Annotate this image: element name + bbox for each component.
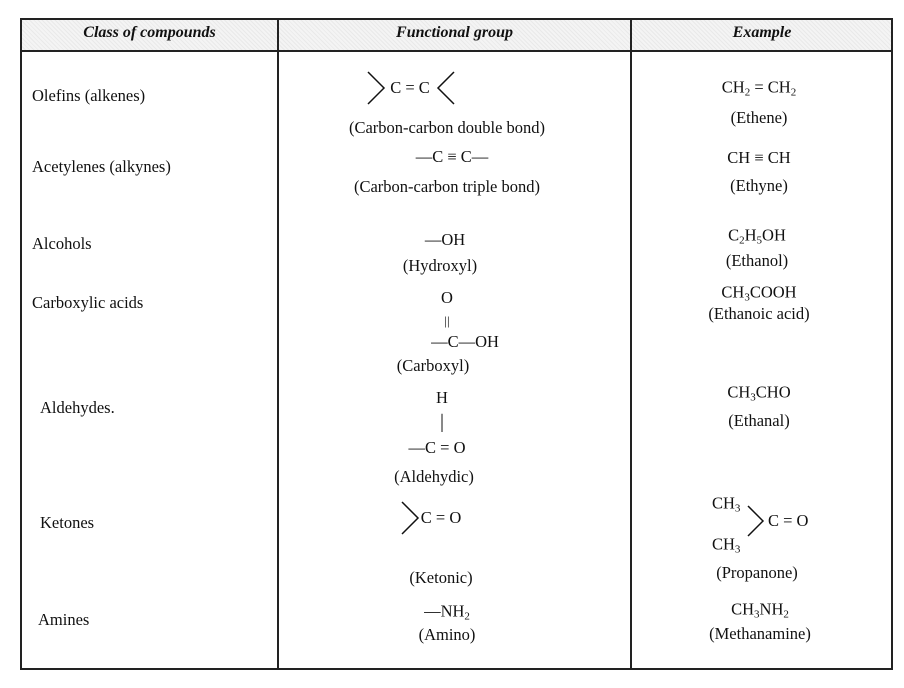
bond-chevron-icon bbox=[434, 72, 454, 104]
class-alcohols: Alcohols bbox=[32, 234, 92, 253]
formula-subscript: 2 bbox=[783, 608, 789, 621]
formula-subscript: 2 bbox=[464, 610, 470, 623]
example-name-propanone: (Propanone) bbox=[716, 563, 798, 582]
bond-chevron-icon bbox=[368, 72, 388, 104]
formula-part: CH bbox=[712, 493, 735, 513]
class-acetylenes: Acetylenes (alkynes) bbox=[32, 157, 171, 176]
group-name-ketonic: (Ketonic) bbox=[409, 568, 473, 587]
example-ethanal bbox=[727, 383, 790, 404]
example-name-ethanoic-acid: (Ethanoic acid) bbox=[708, 304, 810, 323]
group-name-olefins: (Carbon-carbon double bond) bbox=[348, 118, 546, 137]
example-propanone-mid: C = O bbox=[768, 511, 809, 530]
formula-part: = CH bbox=[750, 77, 791, 97]
group-acetylenes: —C ≡ C— bbox=[415, 147, 489, 166]
formula-part: COOH bbox=[749, 282, 797, 302]
formula-subscript: 3 bbox=[734, 502, 741, 515]
example-ethene bbox=[722, 78, 796, 99]
example-ethanoic-acid bbox=[721, 283, 796, 304]
formula-subscript: 3 bbox=[750, 391, 756, 404]
class-carboxylic-acids: Carboxylic acids bbox=[32, 293, 144, 312]
group-name-acetylenes: (Carbon-carbon triple bond) bbox=[353, 177, 541, 196]
formula-part: H bbox=[744, 225, 757, 245]
group-name-alcohols: (Hydroxyl) bbox=[402, 256, 478, 275]
group-alcohols: —OH bbox=[424, 230, 466, 249]
formula-part: CH bbox=[712, 534, 735, 554]
example-name-ethene: (Ethene) bbox=[730, 108, 788, 127]
bond-chevron-icon bbox=[748, 506, 766, 536]
group-aldehyde-line2: | bbox=[439, 410, 445, 433]
header-class: Class of compounds bbox=[83, 24, 216, 41]
class-ketones: Ketones bbox=[40, 513, 95, 532]
formula-part: CH bbox=[721, 77, 745, 97]
column-divider bbox=[277, 20, 279, 668]
example-propanone-top bbox=[712, 494, 740, 515]
example-propanone-bottom bbox=[712, 535, 740, 556]
group-aldehyde-line3: —C = O bbox=[408, 438, 466, 457]
formula-part: CH bbox=[731, 599, 755, 619]
formula-subscript: 3 bbox=[754, 608, 760, 621]
formula-subscript: 5 bbox=[756, 234, 763, 247]
group-ketones: C = O bbox=[420, 508, 462, 527]
formula-subscript: 2 bbox=[744, 86, 751, 99]
class-aldehydes: Aldehydes. bbox=[40, 398, 115, 417]
formula-part: —NH bbox=[424, 601, 465, 621]
column-divider bbox=[630, 20, 632, 668]
formula-subscript: 3 bbox=[734, 543, 741, 556]
example-name-methanamine: (Methanamine) bbox=[709, 624, 811, 643]
group-name-amino: (Amino) bbox=[418, 625, 476, 644]
formula-part: CHO bbox=[755, 382, 791, 402]
formula-part: CH bbox=[721, 282, 745, 302]
example-name-ethanol: (Ethanol) bbox=[725, 251, 789, 270]
group-carboxyl-line3: —C—OH bbox=[431, 332, 499, 351]
group-olefins: C = C bbox=[390, 78, 430, 97]
group-carboxyl-line1: O bbox=[441, 288, 453, 307]
formula-subscript: 2 bbox=[790, 86, 797, 99]
example-name-ethyne: (Ethyne) bbox=[730, 176, 788, 195]
formula-part: C bbox=[728, 225, 740, 245]
formula-part: NH bbox=[759, 599, 784, 619]
example-name-ethanal: (Ethanal) bbox=[728, 411, 790, 430]
group-aldehyde-line1: H bbox=[436, 388, 448, 407]
formula-subscript: 2 bbox=[739, 234, 745, 247]
example-ethanol bbox=[728, 226, 786, 247]
example-methanamine bbox=[731, 600, 789, 621]
example-ethyne: CH ≡ CH bbox=[727, 148, 791, 167]
header-example: Example bbox=[732, 24, 792, 41]
formula-subscript: 3 bbox=[744, 291, 750, 304]
group-carboxyl-line2: || bbox=[444, 313, 450, 328]
bond-chevron-icon bbox=[402, 502, 422, 534]
class-amines: Amines bbox=[38, 610, 90, 629]
group-name-carboxyl: (Carboxyl) bbox=[396, 356, 470, 375]
class-olefins: Olefins (alkenes) bbox=[32, 86, 146, 105]
formula-part: CH bbox=[727, 382, 751, 402]
group-amines bbox=[424, 602, 470, 623]
formula-part: OH bbox=[762, 225, 786, 245]
header-functional-group: Functional group bbox=[396, 24, 513, 41]
group-name-aldehydic: (Aldehydic) bbox=[394, 467, 474, 486]
